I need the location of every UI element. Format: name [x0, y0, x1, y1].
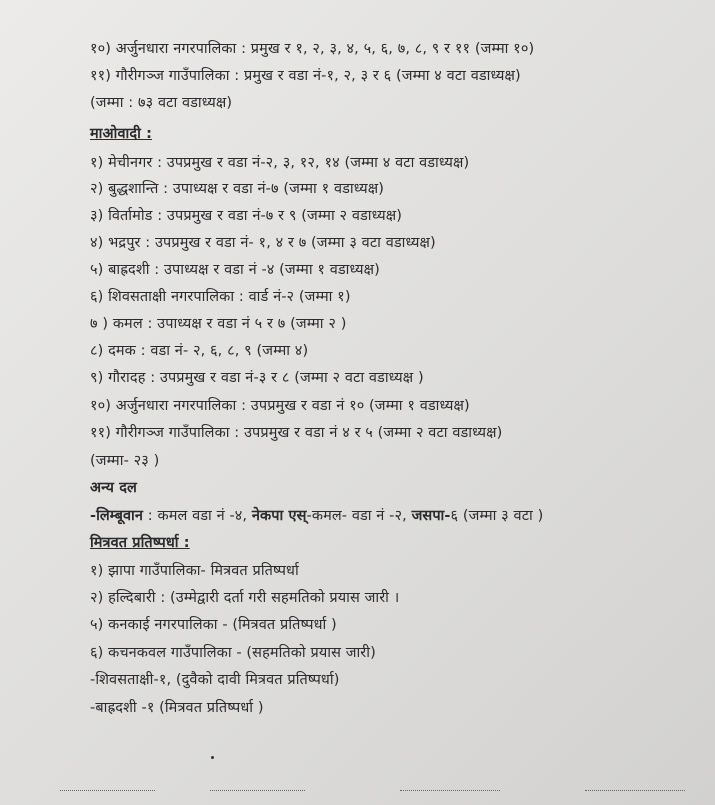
signature-dotted-line — [585, 790, 685, 791]
text-line: १०) अर्जुनधारा नगरपालिका : प्रमुख र १, २, ३, ४, ५, ६, ७, ८, ९ र ११ (जम्मा १०) — [90, 41, 535, 57]
text-line: ७ ) कमल : उपाध्यक्ष र वडा नं ५ र ७ (जम्मा २ ) — [90, 316, 347, 332]
section-heading-maoist: माओवादी : — [90, 126, 152, 142]
party-limbuwan: -लिम्बूवान — [90, 508, 144, 524]
text-line: ६) कचनकवल गाउँपालिका - (सहमतिको प्रयास जारी) — [90, 645, 376, 661]
other-party-line — [90, 505, 705, 527]
signature-dotted-line — [60, 790, 155, 791]
text-line: (जम्मा : ७३ वटा वडाध्यक्ष) — [90, 95, 233, 111]
text-line: -शिवसताक्षी-१, (दुवैको दावी मित्रवत प्रतिष्पर्धा) — [90, 672, 340, 688]
text-line: ६) शिवसताक्षी नगरपालिका : वार्ड नं-२ (जम्मा १) — [90, 289, 351, 305]
text-segment: -कमल- वडा नं -२, — [306, 508, 412, 524]
party-jaspa: जसपा- — [411, 508, 451, 524]
text-line: ११) गौरीगञ्ज गाउँपालिका : प्रमुख र वडा नं-१, २, ३ र ६ (जम्मा ४ वटा वडाध्यक्ष) — [90, 68, 521, 84]
text-line: (जम्मा- २३ ) — [90, 453, 160, 469]
text-line: ९) गौरादह : उपप्रमुख र वडा नं-३ र ८ (जम्मा २ वटा वडाध्यक्ष ) — [90, 370, 424, 386]
signature-dotted-line — [400, 790, 500, 791]
text-line: ५) बाह्रदशी : उपाध्यक्ष र वडा नं -४ (जम्मा १ वडाध्यक्ष) — [90, 262, 380, 278]
text-line: ८) दमक : वडा नं- २, ६, ८, ९ (जम्मा ४) — [90, 343, 309, 359]
text-line: १) मेचीनगर : उपप्रमुख र वडा नं-२, ३, १२, १४ (जम्मा ४ वटा वडाध्यक्ष) — [90, 155, 470, 171]
text-line: २) बुद्धशान्ति : उपाध्यक्ष र वडा नं-७ (जम्मा १ वडाध्यक्ष) — [90, 181, 385, 197]
section-heading-friendly-contest: मित्रवत प्रतिष्पर्धा : — [90, 535, 190, 551]
text-segment: ६ (जम्मा ३ वटा ) — [450, 508, 544, 524]
signature-dotted-line — [210, 790, 305, 791]
text-line: ३) विर्तामोड : उपप्रमुख र वडा नं-७ र ९ (जम्मा २ वडाध्यक्ष) — [90, 208, 402, 224]
text-line: ५) कनकाई नगरपालिका - (मित्रवत प्रतिष्पर्धा ) — [90, 617, 337, 633]
party-nekapa-s: नेकपा एस् — [251, 508, 307, 524]
text-line: १०) अर्जुनधारा नगरपालिका : उपप्रमुख र वडा नं १० (जम्मा १ वडाध्यक्ष) — [90, 398, 470, 414]
text-segment: : कमल वडा नं -४, — [143, 508, 252, 524]
text-line: ४) भद्रपुर : उपप्रमुख र वडा नं- १, ४ र ७ (जम्मा ३ वटा वडाध्यक्ष) — [90, 235, 436, 251]
text-line: १) झापा गाउँपालिका- मित्रवत प्रतिष्पर्धा — [90, 563, 299, 579]
ink-speck — [211, 756, 214, 759]
text-line: -बाह्रदशी -१ (मित्रवत प्रतिष्पर्धा ) — [90, 700, 264, 716]
section-heading-other-parties: अन्य दल — [90, 480, 137, 496]
text-line: २) हल्दिबारी : (उम्मेद्वारी दर्ता गरी सहमतिको प्रयास जारी । — [90, 590, 400, 606]
text-line: ११) गौरीगञ्ज गाउँपालिका : उपप्रमुख र वडा नं ४ र ५ (जम्मा २ वटा वडाध्यक्ष) — [90, 425, 503, 441]
